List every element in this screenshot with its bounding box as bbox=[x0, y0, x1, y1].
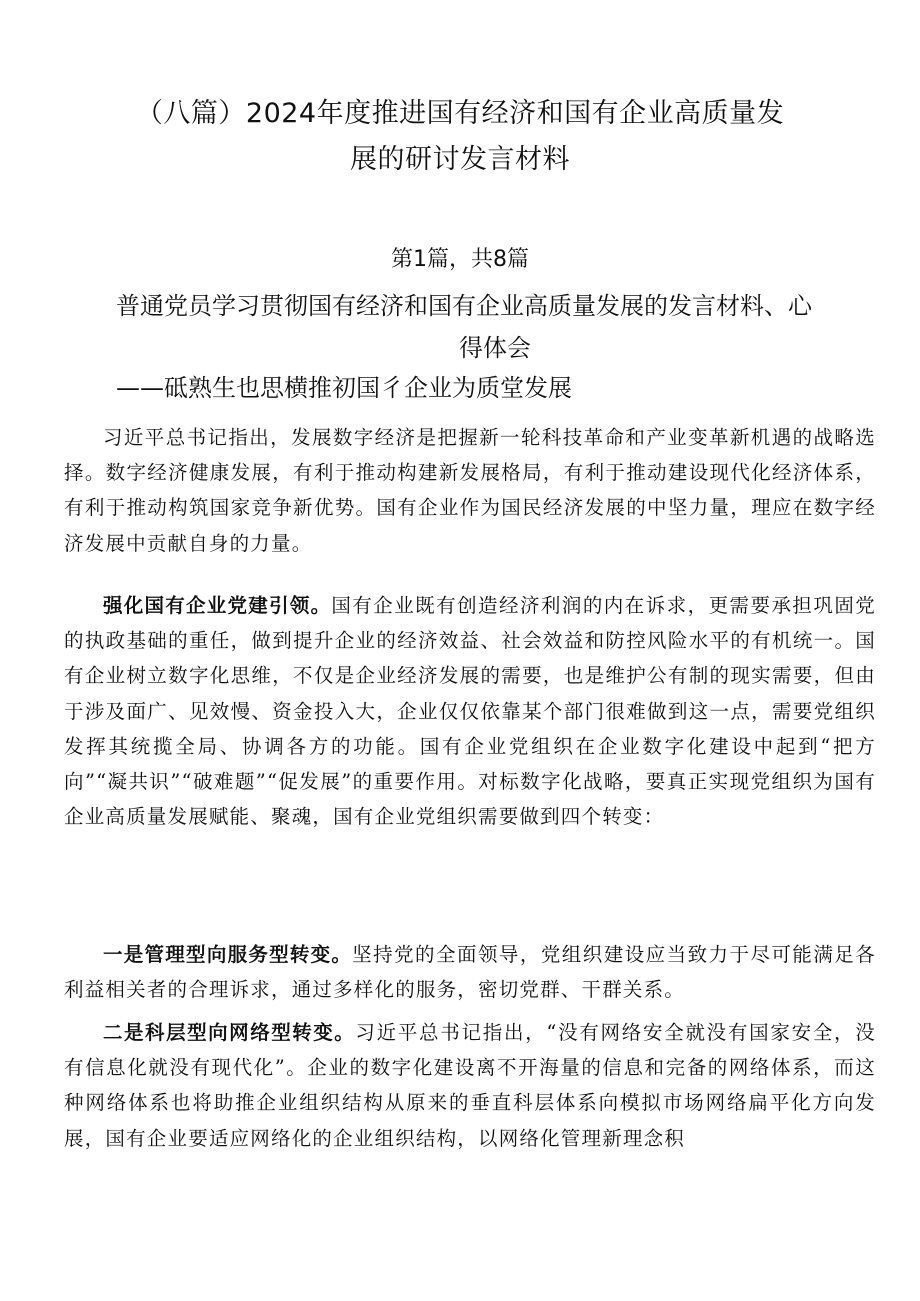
document-title-line-2: 展的研讨发言材料 bbox=[350, 144, 570, 175]
chapter-heading: 第1篇，共8篇 bbox=[391, 247, 529, 272]
paragraph-lead: 一是管理型向服务型转变。 bbox=[103, 943, 353, 966]
body-paragraph bbox=[64, 937, 876, 1007]
document-title-line-1: （八篇）2024年度推进国有经济和国有企业高质量发 bbox=[135, 98, 785, 129]
article-subtitle-line-1: 普通党员学习贯彻国有经济和国有企业高质量发展的发言材料、心 bbox=[116, 292, 812, 320]
body-paragraph bbox=[64, 420, 876, 561]
article-subtitle-dash-line: ——砥熟生也思横推初国彳企业为质堂发展 bbox=[116, 374, 572, 402]
paragraph-text: 国有企业既有创造经济利润的内在诉求，更需要承担巩固党的执政基础的重任，做到提升企业的经济效益、社会效益和防控风险水平的有机统一。国有企业树立数字化思维，不仅是企业经济发展的需要，也是维护公有制的现实需要，但由于涉及面广、见效慢、资金投入大，企业仅仅依靠某个部门很难做到这一点，需要党组织发挥其统揽全局、协调各方的功能。国有企业党组织在企业数字化建设中起到“把方向”“凝共识”“破难题”“促发展”的重要作用。对标数字化战略，要真正实现党组织为国有企业高质量发展赋能、聚魂，国有企业党组织需要做到四个转变： bbox=[64, 594, 876, 829]
paragraph-text: 坚持党的全面领导，党组织建设应当致力于尽可能满足各利益相关者的合理诉求，通过多样化的服务，密切党群、干群关系。 bbox=[64, 943, 876, 1002]
paragraph-text: 习近平总书记指出，“没有网络安全就没有国家安全，没有信息化就没有现代化”。企业的数字化建设离不开海量的信息和完备的网络体系，而这种网络体系也将助推企业组织结构从原来的垂直科层体系向模拟市场网络扁平化方向发展，国有企业要适应网络化的企业组织结构，以网络化管理新理念积 bbox=[64, 1021, 876, 1150]
paragraph-text: 习近平总书记指出，发展数字经济是把握新一轮科技革命和产业变革新机遇的战略选择。数字经济健康发展，有利于推动构建新发展格局，有利于推动建设现代化经济体系，有利于推动构筑国家竞争新优势。国有企业作为国民经济发展的中坚力量，理应在数字经济发展中贡献自身的力量。 bbox=[64, 426, 876, 555]
body-paragraph bbox=[64, 1015, 876, 1156]
body-paragraph bbox=[64, 588, 876, 834]
article-subtitle-line-2: 得体会 bbox=[459, 334, 531, 362]
paragraph-lead: 强化国有企业党建引领。 bbox=[103, 594, 332, 617]
paragraph-lead: 二是科层型向网络型转变。 bbox=[103, 1021, 356, 1044]
